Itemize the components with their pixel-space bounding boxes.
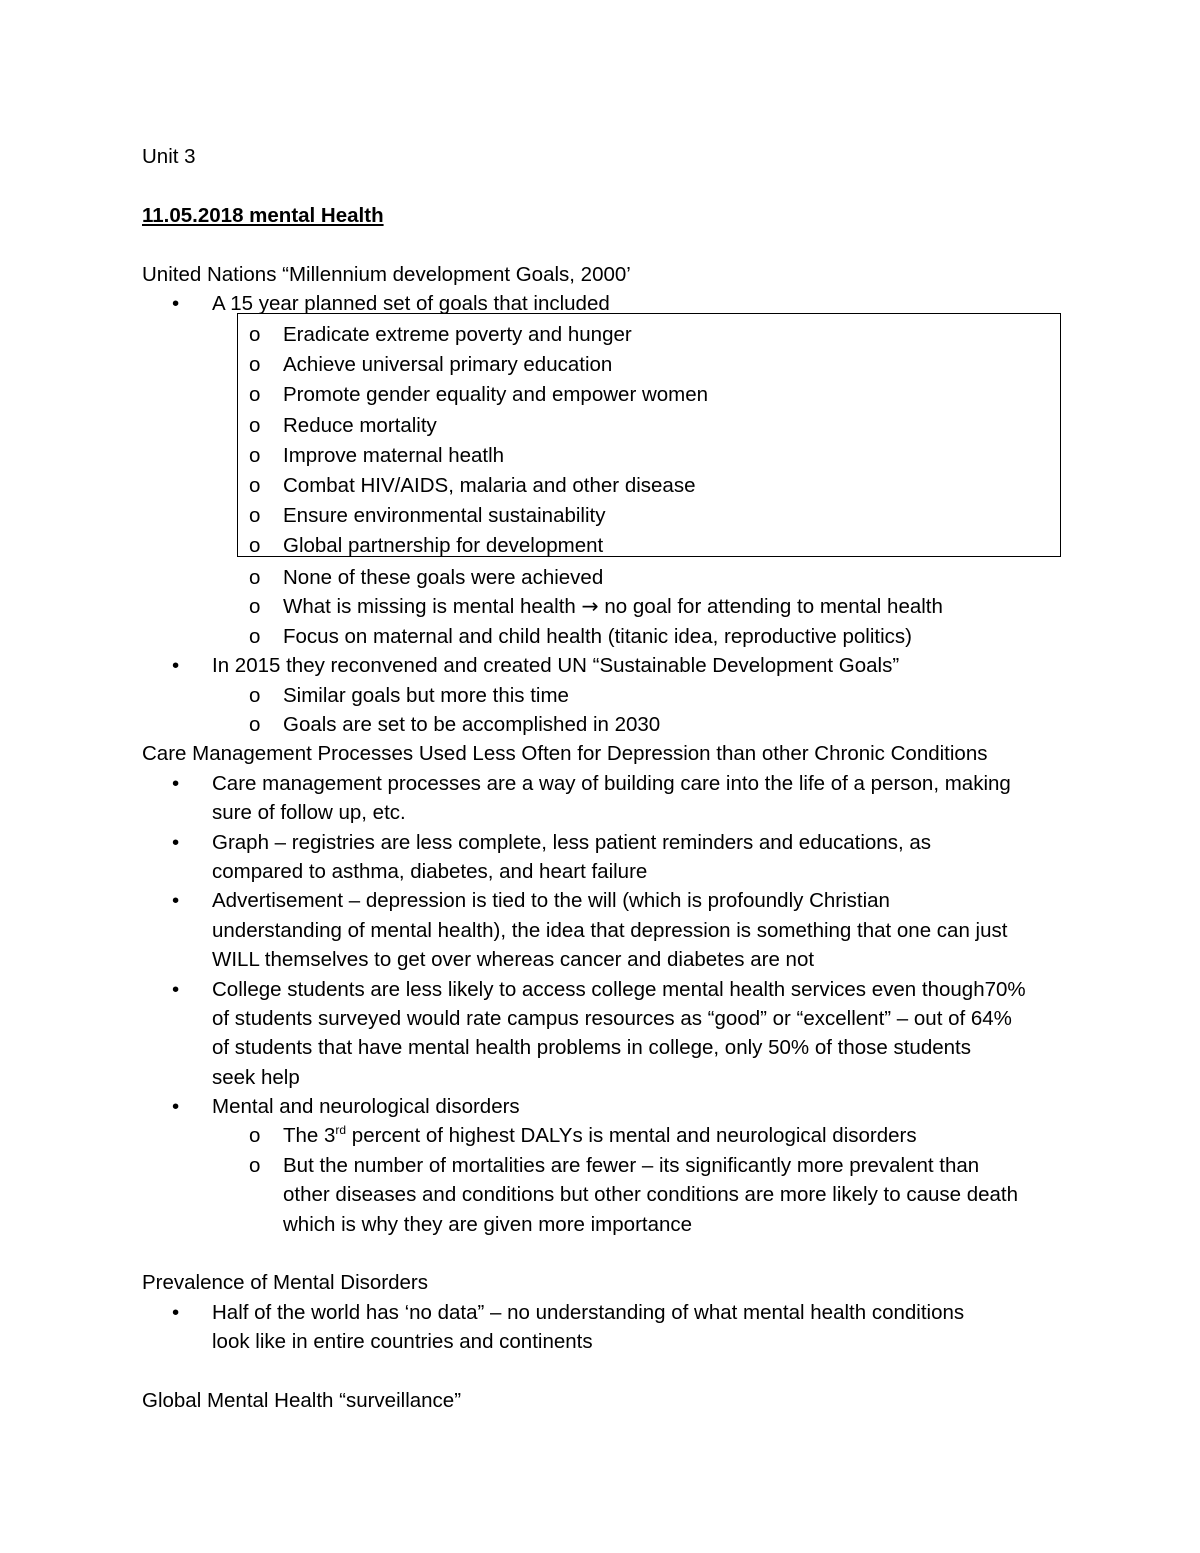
list-item: o Goals are set to be accomplished in 2030 [142,710,1082,739]
blank-line [142,1239,1082,1268]
sub-bullet-marker: o [249,323,261,347]
sub-bullet-marker: o [249,683,261,707]
notes-body [142,260,1082,1415]
goals-list [142,319,1082,561]
section-heading-care: Care Management Processes Used Less Often for Depression than other Chronic Conditions [142,742,988,766]
list-item-continuation: which is why they are given more importance [283,1212,693,1236]
list-item: • College students are less likely to access college mental health services even though70% [142,975,1082,1004]
list-item-continuation: WILL themselves to get over whereas cancer and diabetes are not [212,948,815,972]
sub-bullet-marker: o [249,533,261,557]
list-item: • Care management processes are a way of building care into the life of a person, making [142,769,1082,798]
list-item: • Graph – registries are less complete, less patient reminders and educations, as [142,828,1082,857]
goal-item: o Global partnership for development [142,531,1082,561]
list-item-continuation: compared to asthma, diabetes, and heart failure [212,859,648,883]
sub-bullet-marker: o [249,595,261,619]
goal-item: o Combat HIV/AIDS, malaria and other disease [142,471,1082,501]
list-item: • A 15 year planned set of goals that included [142,289,1082,318]
section-heading-surveillance: Global Mental Health “surveillance” [142,1388,462,1412]
list-item: • Mental and neurological disorders [142,1092,1082,1121]
goal-item: o Eradicate extreme poverty and hunger [142,320,1082,350]
list-item: o But the number of mortalities are fewer – its significantly more prevalent than [142,1151,1082,1180]
goal-item: o Achieve universal primary education [142,350,1082,380]
section-heading-prevalence: Prevalence of Mental Disorders [142,1271,428,1295]
sub-bullet-marker: o [249,1124,261,1148]
list-item-continuation: of students that have mental health problems in college, only 50% of those students [212,1036,971,1060]
goal-item: o Promote gender equality and empower women [142,380,1082,410]
list-item-continuation: seek help [212,1065,300,1089]
list-item: • Half of the world has ‘no data” – no understanding of what mental health conditions [142,1298,1082,1327]
bullet-marker: • [172,654,180,678]
list-item: o Focus on maternal and child health (titanic idea, reproductive politics) [142,622,1082,651]
section-heading-un: United Nations “Millennium development Goals, 2000’ [142,263,631,286]
sub-bullet-marker: o [249,624,261,648]
list-item-continuation: understanding of mental health), the idea that depression is something that one can just [212,918,1008,942]
list-item-continuation: sure of follow up, etc. [212,801,406,825]
list-item-continuation: other diseases and conditions but other conditions are more likely to cause death [283,1183,1019,1207]
sub-bullet-marker: o [249,473,261,497]
list-item: o Similar goals but more this time [142,681,1082,710]
list-item: • Advertisement – depression is tied to the will (which is profoundly Christian [142,886,1082,915]
bullet-marker: • [172,977,180,1001]
list-item: o The 3rd percent of highest DALYs is mental and neurological disorders [142,1121,1082,1150]
bullet-marker: • [172,1300,180,1324]
list-item-continuation: look like in entire countries and continents [212,1330,593,1354]
bullet-marker: • [172,889,180,913]
list-item: o None of these goals were achieved [142,563,1082,592]
date-heading: 11.05.2018 mental Health [142,204,384,227]
post-goals-list [142,561,1082,1415]
sub-bullet-marker: o [249,413,261,437]
sub-bullet-marker: o [249,383,261,407]
goal-item: o Improve maternal heatlh [142,441,1082,471]
goal-item: o Ensure environmental sustainability [142,501,1082,531]
list-item: • In 2015 they reconvened and created UN “Sustainable Development Goals” [142,651,1082,680]
sub-bullet-marker: o [249,712,261,736]
bullet-marker: • [172,771,180,795]
bullet-marker: • [172,1095,180,1119]
list-item: o What is missing is mental health → no goal for attending to mental health [142,592,1082,621]
document-title: Unit 3 [142,145,196,168]
sub-bullet-marker: o [249,443,261,467]
list-item-continuation: of students surveyed would rate campus resources as “good” or “excellent” – out of 64% [212,1006,1012,1030]
bullet-marker: • [172,830,180,854]
sub-bullet-marker: o [249,566,261,590]
sub-bullet-marker: o [249,1153,261,1177]
bullet-marker: • [172,292,180,316]
right-arrow-icon: → [581,594,599,619]
blank-line [142,1357,1082,1386]
sub-bullet-marker: o [249,353,261,377]
goal-item: o Reduce mortality [142,411,1082,441]
sub-bullet-marker: o [249,503,261,527]
